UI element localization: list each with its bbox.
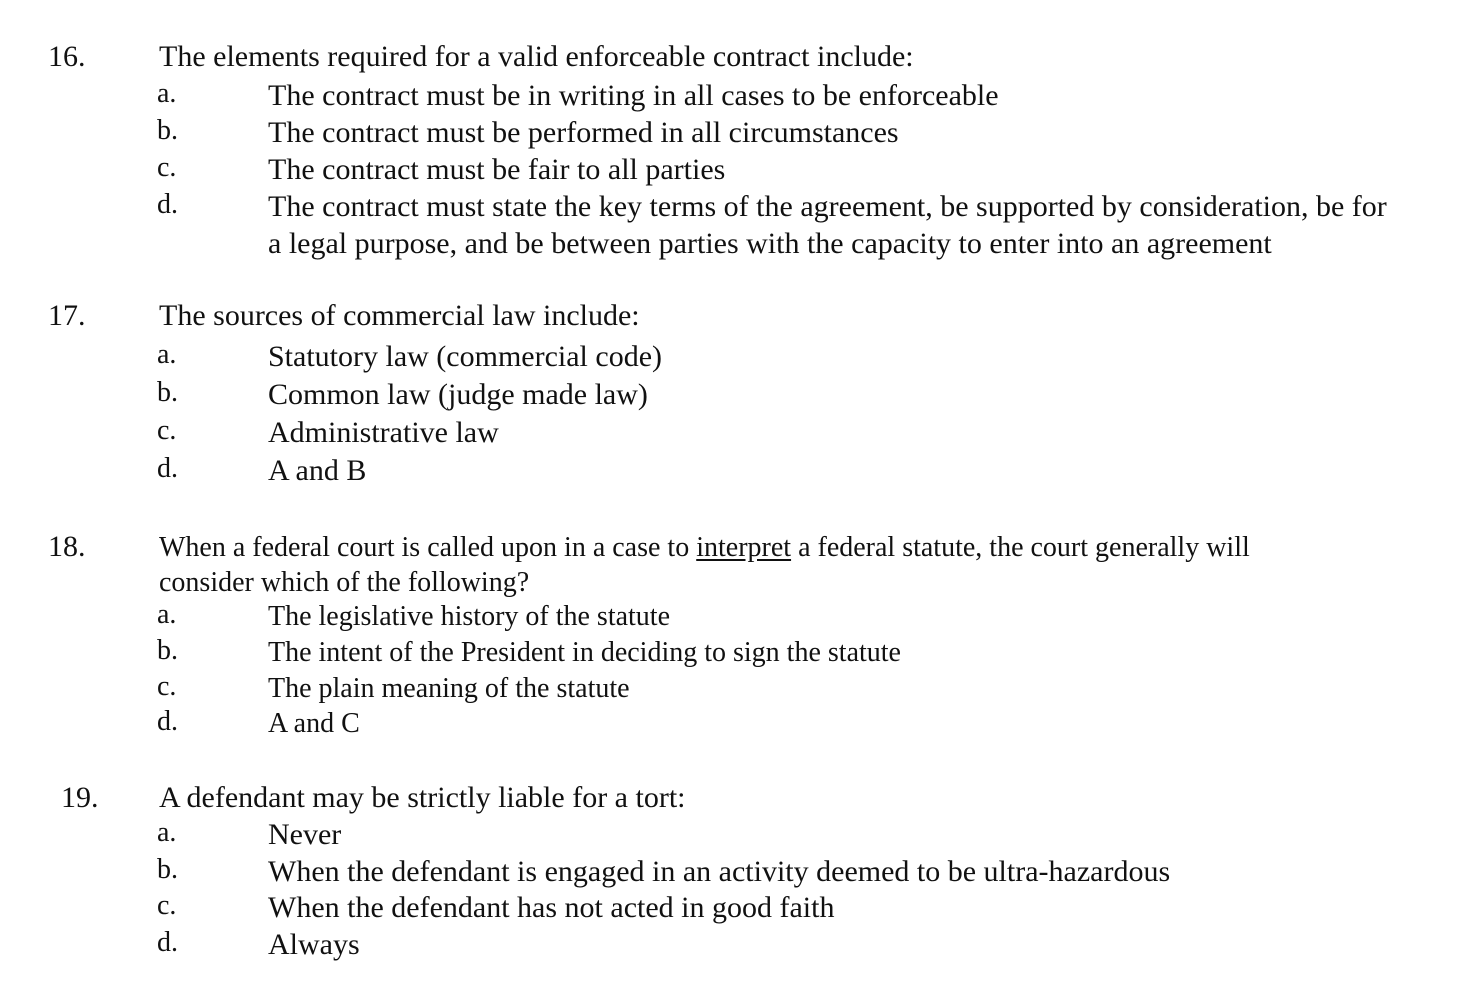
option-text: A and B <box>268 454 367 487</box>
question-number: 17. <box>48 299 86 332</box>
option-letter: d. <box>157 189 178 220</box>
option-text: A and C <box>268 708 360 739</box>
option-letter: c. <box>157 671 177 702</box>
option-letter: b. <box>157 115 178 146</box>
option-letter: a. <box>157 817 177 848</box>
option-text: Never <box>268 818 342 851</box>
option-text: The contract must be performed in all circumstances <box>268 116 899 149</box>
option-letter: c. <box>157 890 177 921</box>
option-letter: c. <box>157 415 177 446</box>
option-text: Statutory law (commercial code) <box>268 340 663 373</box>
option-text: The contract must be fair to all parties <box>268 153 726 186</box>
question-stem: The sources of commercial law include: <box>159 299 640 332</box>
option-text: Common law (judge made law) <box>268 378 648 411</box>
option-text: When the defendant is engaged in an activity deemed to be ultra-hazardous <box>268 855 1171 888</box>
option-letter: a. <box>157 78 177 109</box>
option-letter: c. <box>157 152 177 183</box>
option-letter: a. <box>157 599 177 630</box>
option-text: Always <box>268 928 360 961</box>
option-letter: a. <box>157 339 177 370</box>
option-text: The plain meaning of the statute <box>268 673 630 704</box>
question-stem: The elements required for a valid enforceable contract include: <box>159 40 914 73</box>
option-text: The legislative history of the statute <box>268 601 671 632</box>
underlined-keyword: interpret <box>696 532 792 563</box>
question-number: 16. <box>48 40 86 73</box>
question-stem <box>159 530 1319 600</box>
option-letter: d. <box>157 706 178 737</box>
question-number: 19. <box>61 781 99 814</box>
option-letter: b. <box>157 377 178 408</box>
option-text: Administrative law <box>268 416 499 449</box>
question-number: 18. <box>48 530 86 563</box>
question-stem: A defendant may be strictly liable for a tort: <box>159 781 686 814</box>
option-letter: b. <box>157 635 178 666</box>
option-text: When the defendant has not acted in good faith <box>268 891 835 924</box>
question-stem-part: a federal statute, the court generally will consider which of the following? <box>159 532 1250 598</box>
option-text: The contract must state the key terms of the agreement, be supported by consideration, be for a legal purpose, and be between parties with the capacity to enter into an agreement <box>268 190 1387 260</box>
option-text: The contract must be in writing in all cases to be enforceable <box>268 79 999 112</box>
option-letter: d. <box>157 453 178 484</box>
option-text: The intent of the President in deciding to sign the statute <box>268 637 901 668</box>
question-stem-part: When a federal court is called upon in a case to <box>159 532 697 563</box>
option-letter: d. <box>157 927 178 958</box>
option-letter: b. <box>157 854 178 885</box>
